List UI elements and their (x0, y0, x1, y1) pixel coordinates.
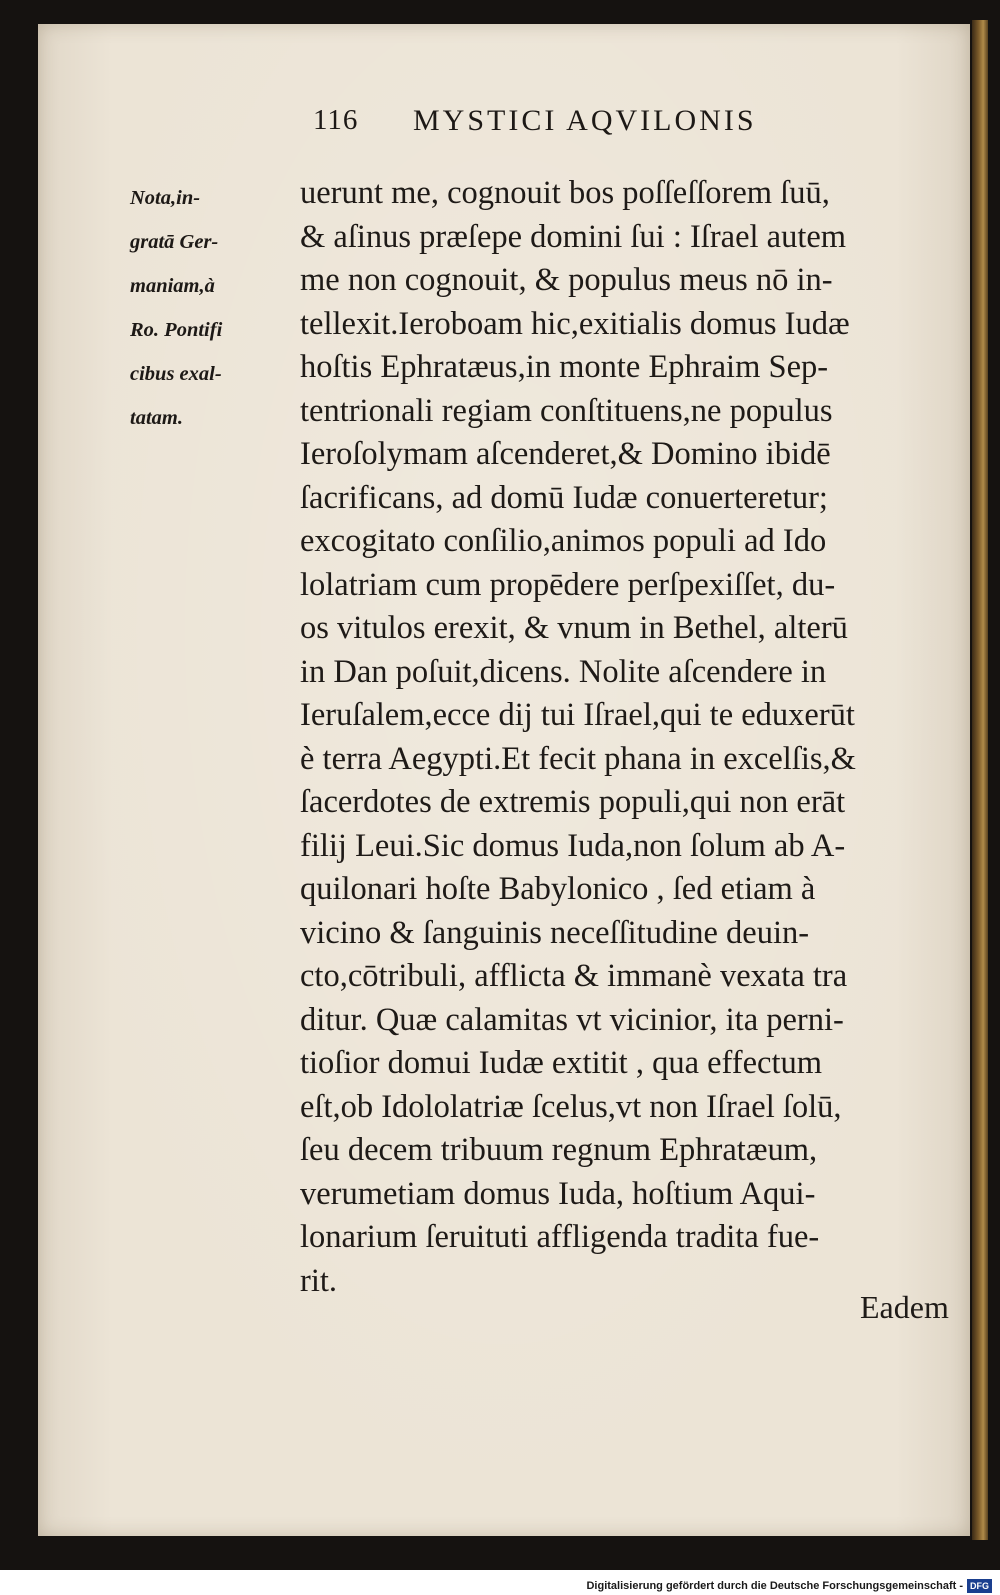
text-line: excogitato conſilio,animos populi ad Ido (300, 523, 827, 559)
marginal-note-line: Ro. Pontifi (130, 319, 223, 341)
marginal-note-line: gratā Ger- (130, 231, 219, 253)
marginal-note-line: tatam. (130, 407, 183, 429)
running-head-title: MYSTICI AQVILONIS (413, 104, 757, 137)
book-edge (972, 20, 988, 1540)
text-line: filij Leui.Sic domus Iuda,non ſolum ab A- (300, 827, 846, 864)
text-line: os vitulos erexit, & vnum in Bethel, alterū (300, 610, 848, 646)
text-line: ſacerdotes de extremis populi,qui non erāt (300, 784, 846, 820)
text-line: è terra Aegypti.Et fecit phana in excelſis,& (300, 740, 856, 777)
funding-footer (586, 1578, 992, 1594)
funding-note: Digitalisierung gefördert durch die Deutsche Forschungsgemeinschaft - (586, 1580, 963, 1592)
text-line: lolatriam cum propēdere perſpexiſſet, du- (300, 566, 836, 603)
text-line: uerunt me, cognouit bos poſſeſſorem ſuū, (300, 175, 830, 211)
marginal-note-line: Nota,in- (130, 187, 201, 209)
text-line: Ieruſalem,ecce dij tui Iſrael,qui te eduxerūt (300, 697, 855, 733)
text-line: quilonari hoſte Babylonico , ſed etiam à (300, 871, 816, 907)
text-line: lonarium ſeruituti affligenda tradita fue- (300, 1219, 820, 1255)
text-line: Ieroſolymam aſcenderet,& Domino ibidē (300, 436, 831, 472)
text-line: verumetiam domus Iuda, hoſtium Aqui- (300, 1175, 816, 1212)
marginal-note (130, 176, 280, 440)
text-line: rit. (300, 1262, 338, 1299)
text-line: tentrionali regiam conſtituens,ne populus (300, 392, 833, 429)
page-number: 116 (313, 104, 359, 136)
text-line: eſt,ob Idololatriæ ſcelus,vt non Iſrael ſolū, (300, 1088, 842, 1125)
text-line: in Dan poſuit,dicens. Nolite aſcendere in (300, 653, 827, 690)
catchword: Eadem (860, 1289, 949, 1325)
main-text-block (300, 172, 970, 1303)
text-line: hoſtis Ephratæus,in monte Ephraim Sep- (300, 349, 829, 385)
marginal-note-line: maniam,à (130, 275, 215, 297)
text-line: tioſior domui Iudæ extitit , qua effectum (300, 1045, 823, 1081)
text-line: me non cognouit, & populus meus nō in- (300, 262, 833, 298)
text-line: ſacrificans, ad domū Iudæ conuerteretur; (300, 479, 828, 516)
marginal-note-line: cibus exal- (130, 363, 222, 385)
text-line: vicino & ſanguinis neceſſitudine deuin- (300, 914, 810, 951)
dfg-logo-icon: DFG (967, 1579, 992, 1593)
text-line: cto,cōtribuli, afflicta & immanè vexata tra (300, 958, 848, 994)
book-page (38, 24, 970, 1536)
text-line: tellexit.Ieroboam hic,exitialis domus Iudæ (300, 305, 850, 342)
running-head (38, 104, 970, 144)
text-line: ditur. Quæ calamitas vt vicinior, ita perni- (300, 1001, 844, 1038)
text-line: ſeu decem tribuum regnum Ephratæum, (300, 1132, 818, 1168)
text-line: & aſinus præſepe domini ſui : Iſrael autem (300, 218, 847, 255)
